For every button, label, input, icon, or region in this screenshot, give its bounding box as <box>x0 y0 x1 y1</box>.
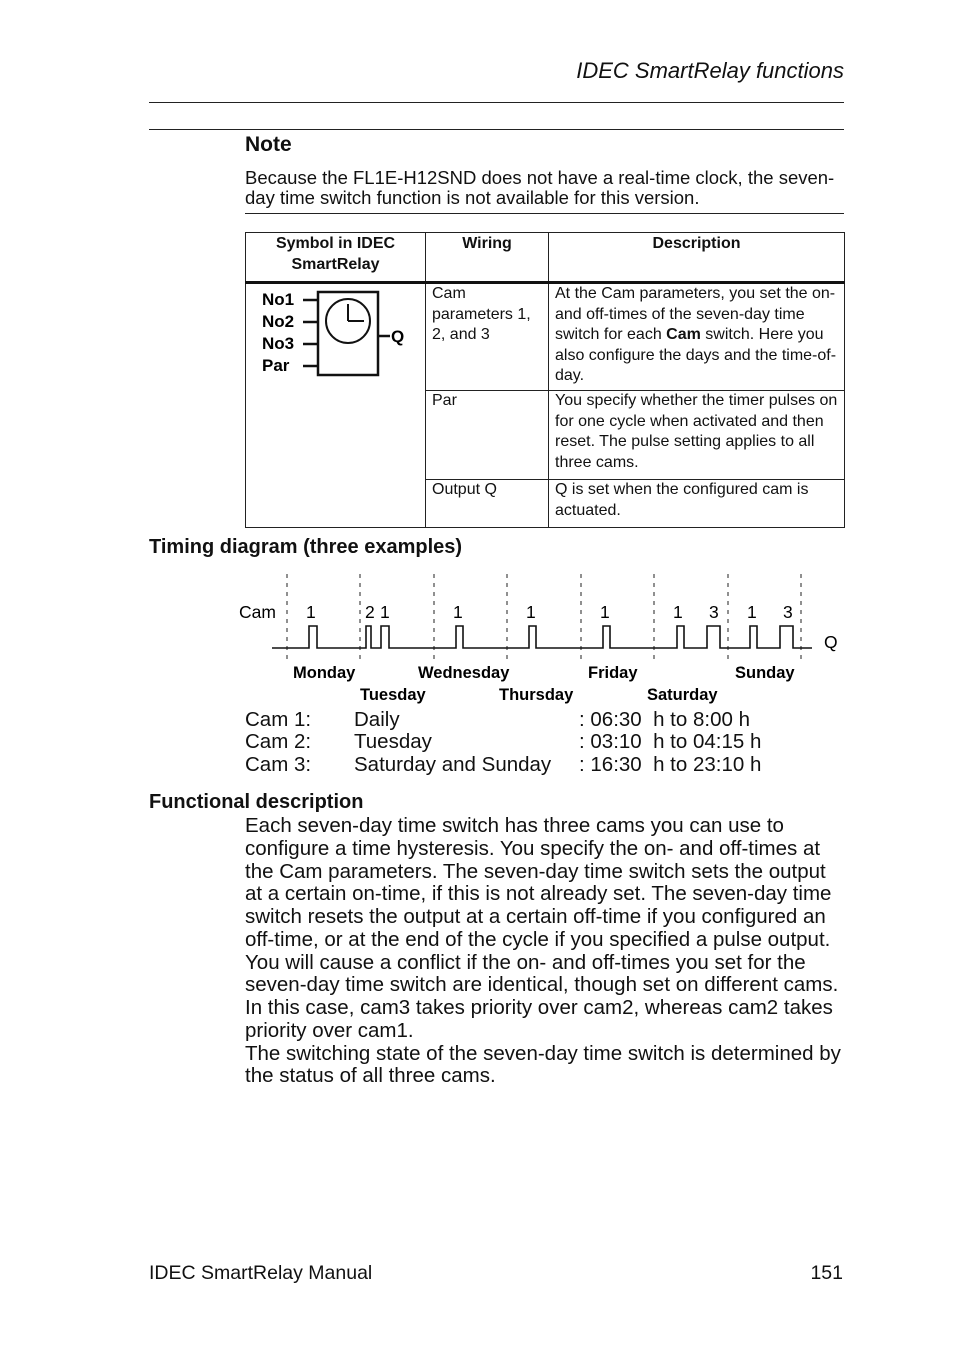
pulse-label: 3 <box>709 602 719 622</box>
input-label-par: Par <box>262 356 290 375</box>
header-rule <box>149 102 844 103</box>
header-wiring: Wiring <box>426 233 549 283</box>
note-text: Because the FL1E-H12SND does not have a real-time clock, the seven-day time switch function is not available for this version. <box>245 167 835 208</box>
wiring-output: Output Q <box>426 480 549 528</box>
output-label-q: Q <box>391 327 405 346</box>
description-cam-params: At the Cam parameters, you set the on- and off-times of the seven-day time switch for each Cam switch. Here you also configure the days and the time-of-day. <box>549 283 845 391</box>
q-label: Q <box>824 632 838 652</box>
cam-name: Cam 2: <box>245 730 312 753</box>
running-header: IDEC SmartRelay functions <box>576 58 844 83</box>
input-label-no3: No3 <box>262 334 295 353</box>
timer-block-symbol <box>246 284 413 384</box>
header-description: Description <box>549 233 845 283</box>
cam-time: : 16:30 h to 23:10 h <box>579 753 762 776</box>
cam-row-3 <box>245 754 845 777</box>
pulse-label: 1 <box>600 602 610 622</box>
input-label-no2: No2 <box>262 312 295 331</box>
symbol-table <box>245 232 845 528</box>
pulse-label: 1 <box>673 602 683 622</box>
functional-paragraph-2: The switching state of the seven-day time switch is determined by the status of all three cams. <box>245 1041 841 1088</box>
cam-name: Cam 3: <box>245 753 312 776</box>
timing-heading: Timing diagram (three examples) <box>149 536 463 558</box>
timing-diagram <box>0 560 954 710</box>
cam-row-2 <box>245 731 845 754</box>
q-signal <box>272 626 812 648</box>
note-bottom-rule <box>245 213 844 214</box>
day-sunday: Sunday <box>735 664 795 682</box>
functional-paragraph-1: Each seven-day time switch has three cams you can use to configure a time hysteresis. You specify the on- and off-times at the Cam parameters. The seven-day time switch sets the output at a certain on-time, if this is not already set. The seven-day time switch resets the output at a certain off-time if you configured an off-time, or at the end of the cycle if you specified a pulse output. You will cause a conflict if the on- and off-times you set for the seven-day time switch are identical, though set on different cams. In this case, cam3 takes priority over cam2, whereas cam2 takes priority over cam1. <box>245 814 839 1042</box>
pulse-label: 1 <box>453 602 463 622</box>
page-number: 151 <box>810 1262 843 1284</box>
cam-time: : 06:30 h to 8:00 h <box>579 708 750 731</box>
symbol-cell <box>246 283 426 528</box>
description-output: Q is set when the configured cam is actuated. <box>549 480 845 528</box>
day-tuesday: Tuesday <box>360 686 426 704</box>
table-header-row <box>246 233 845 283</box>
cam-label: Cam <box>239 602 276 622</box>
day-thursday: Thursday <box>499 686 574 704</box>
pulse-label: 1 <box>526 602 536 622</box>
pulse-label: 1 <box>380 602 390 622</box>
functional-description <box>245 815 847 1088</box>
cam-time: : 03:10 h to 04:15 h <box>579 730 762 753</box>
wiring-par: Par <box>426 391 549 480</box>
day-friday: Friday <box>588 664 638 682</box>
day-wednesday: Wednesday <box>418 664 510 682</box>
note-top-rule <box>149 129 844 130</box>
cam-days: Tuesday <box>354 730 432 753</box>
day-saturday: Saturday <box>647 686 718 704</box>
table-row <box>246 283 845 391</box>
pulse-label: 2 <box>365 602 375 622</box>
footer-manual-title: IDEC SmartRelay Manual <box>149 1262 373 1284</box>
note-title: Note <box>245 133 292 156</box>
pulse-labels <box>306 602 793 622</box>
clock-icon <box>326 299 370 343</box>
pulse-label: 3 <box>783 602 793 622</box>
cam-row-1 <box>245 709 845 732</box>
pulse-label: 1 <box>747 602 757 622</box>
input-label-no1: No1 <box>262 290 295 309</box>
cam-name: Cam 1: <box>245 708 312 731</box>
day-monday: Monday <box>293 664 356 682</box>
pulse-label: 1 <box>306 602 316 622</box>
header-symbol: Symbol in IDEC SmartRelay <box>246 233 426 283</box>
wiring-cam-params: Cam parameters 1, 2, and 3 <box>426 283 549 391</box>
cam-days: Daily <box>354 708 400 731</box>
cam-days: Saturday and Sunday <box>354 753 552 776</box>
functional-heading: Functional description <box>149 791 364 813</box>
description-par: You specify whether the timer pulses on for one cycle when activated and then reset. The pulse setting applies to all three cams. <box>549 391 845 480</box>
